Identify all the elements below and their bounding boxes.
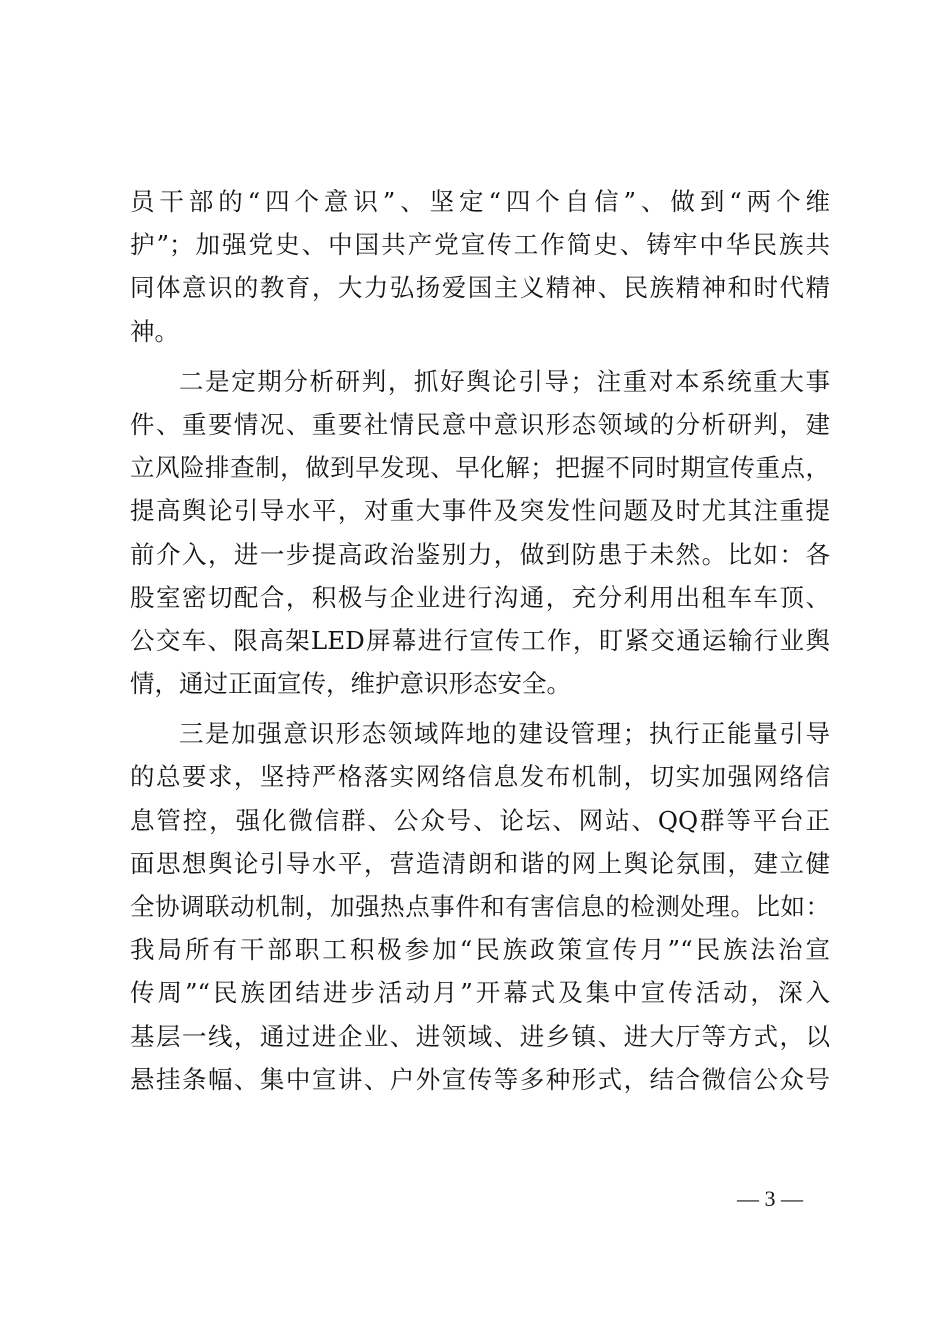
text-line: 基层一线，通过进企业、进领域、进乡镇、进大厅等方式，以 [130,1021,830,1051]
paragraph-3 [130,712,830,1101]
text-line: 同体意识的教育，大力弘扬爱国主义精神、民族精神和时代精 [130,273,830,303]
text-line: 立风险排查制，做到早发现、早化解；把握不同时期宣传重点， [130,453,830,483]
text-line: 员干部的“四个意识”、坚定“四个自信”、做到“两个维 [130,187,830,216]
text-line: 前介入，进一步提高政治鉴别力，做到防患于未然。比如：各 [130,539,830,569]
paragraph-1 [130,180,830,353]
text-line: 我局所有干部职工积极参加“民族政策宣传月”“民族法治宣 [130,935,830,965]
text-line: 件、重要情况、重要社情民意中意识形态领域的分析研判，建 [130,409,830,439]
text-line: 公交车、限高架LED屏幕进行宣传工作，盯紧交通运输行业舆 [130,625,830,655]
text-line: 的总要求，坚持严格落实网络信息发布机制，切实加强网络信 [130,762,830,792]
page-number: — 3 — [737,1186,803,1211]
text-line: 提高舆论引导水平，对重大事件及突发性问题及时尤其注重提 [130,496,830,526]
text-line: 二是定期分析研判，抓好舆论引导；注重对本系统重大事 [179,366,830,396]
text-line: 股室密切配合，积极与企业进行沟通，充分利用出租车车顶、 [130,582,830,612]
text-line: 三是加强意识形态领域阵地的建设管理；执行正能量引导 [179,719,830,749]
text-line: 面思想舆论引导水平，营造清朗和谐的网上舆论氛围，建立健 [130,848,830,878]
text-line: 情，通过正面宣传，维护意识形态安全。 [130,669,571,699]
text-line: 悬挂条幅、集中宣讲、户外宣传等多种形式，结合微信公众号 [130,1064,830,1094]
text-line: 息管控，强化微信群、公众号、论坛、网站、QQ群等平台正 [130,805,830,835]
paragraph-2 [130,360,830,706]
text-line: 护”；加强党史、中国共产党宣传工作简史、铸牢中华民族共 [130,230,830,260]
text-line: 全协调联动机制，加强热点事件和有害信息的检测处理。比如： [130,892,830,921]
text-line: 神。 [130,316,179,346]
text-line: 传周”“民族团结进步活动月”开幕式及集中宣传活动，深入 [130,978,830,1008]
document-body [130,180,830,1101]
